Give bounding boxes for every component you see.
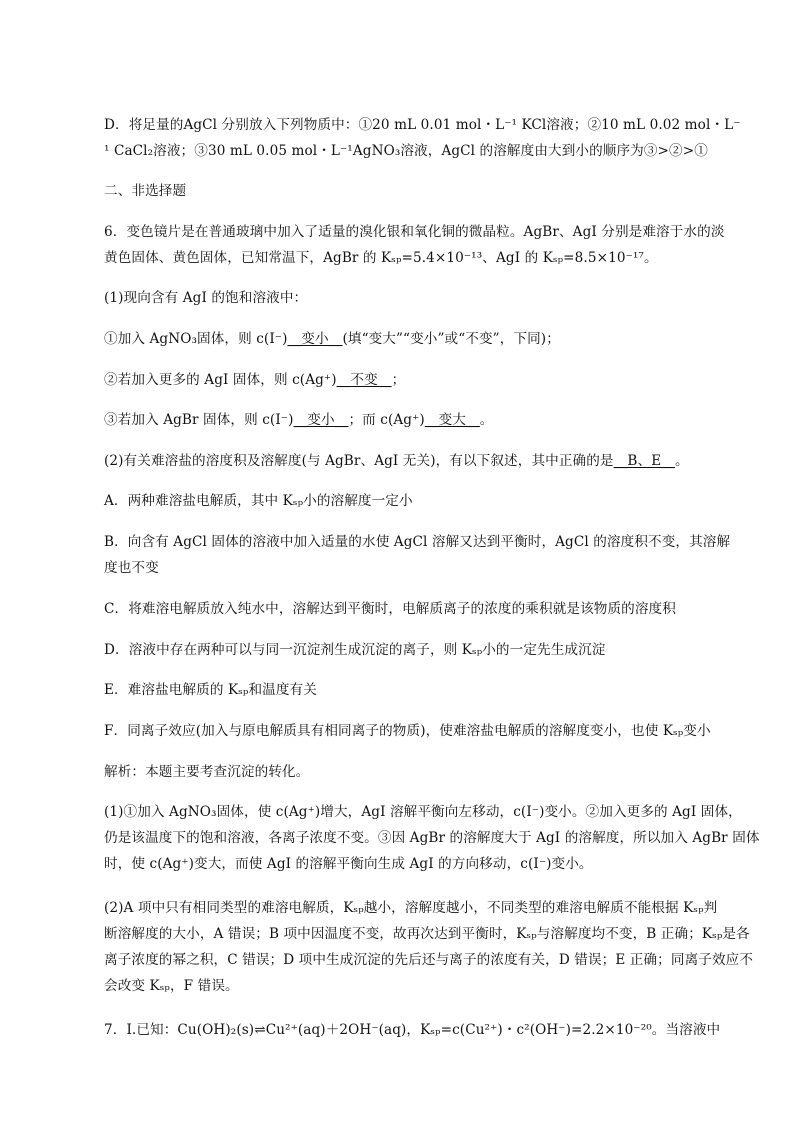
analysis-part1-line-3: 时，使 c(Ag⁺)变大，而使 AgI 的溶解平衡向生成 AgI 的方向移动，c(I⁻)变小。 — [104, 856, 593, 872]
item-text: (填“变大”“变小”或“不变”，下同)； — [342, 331, 560, 347]
option-d-line-2: ¹ CaCl₂溶液；③30 mL 0.05 mol・L⁻¹AgNO₃溶液，AgCl 的溶解度由大到小的顺序为③>②>① — [104, 143, 708, 159]
analysis-part1-line-1: (1)①加入 AgNO₃固体，使 c(Ag⁺)增大，AgI 溶解平衡向左移动，c(I⁻)变小。②加入更多的 AgI 固体， — [104, 804, 742, 820]
option-f: F．同离子效应(加入与原电解质具有相同离子的物质)，使难溶盐电解质的溶解度变小，也使 Kₛₚ变小 — [104, 723, 711, 739]
option-b-line-1: B．向含有 AgCl 固体的溶液中加入适量的水使 AgCl 溶解又达到平衡时，AgCl 的溶度积不变，其溶解 — [104, 534, 731, 550]
item-text: ； — [391, 372, 406, 388]
answer-blank: __变大__ — [424, 412, 480, 428]
item-text: ①加入 AgNO₃固体，则 c(I⁻) — [104, 331, 288, 347]
q6-part2-stem — [104, 450, 720, 472]
q6-part1-item2 — [104, 369, 720, 391]
answer-blank: __不变__ — [336, 372, 392, 388]
answer-blank: __变小__ — [287, 331, 343, 347]
q6-part1-intro: (1)现向含有 AgI 的饱和溶液中： — [104, 290, 308, 306]
answer-blank: __变小__ — [293, 412, 349, 428]
answer-blank: __B、E__ — [613, 453, 676, 469]
item-text: (2)有关难溶盐的溶度积及溶解度(与 AgBr、AgI 无关)，有以下叙述，其中正确的是 — [104, 453, 614, 469]
analysis-title: 解析：本题主要考查沉淀的转化。 — [104, 764, 310, 780]
option-c: C．将难溶电解质放入纯水中，溶解达到平衡时，电解质离子的浓度的乘积就是该物质的溶度积 — [104, 601, 676, 617]
q6-stem-line-2: 黄色固体、黄色固体，已知常温下，AgBr 的 Kₛₚ=5.4×10⁻¹³、AgI 的 Kₛₚ=8.5×10⁻¹⁷。 — [104, 250, 658, 266]
section-title: 二、非选择题 — [104, 183, 187, 199]
option-b-line-2: 度也不变 — [104, 560, 159, 576]
option-a: A．两种难溶盐电解质，其中 Kₛₚ小的溶解度一定小 — [104, 493, 413, 509]
analysis-part2-line-3: 离子浓度的幂之积，C 错误；D 项中生成沉淀的先后还与离子的浓度有关，D 错误；E 正确；同离子效应不 — [104, 952, 754, 968]
option-e: E．难溶盐电解质的 Kₛₚ和温度有关 — [104, 682, 317, 698]
q6-part1-item3 — [104, 409, 720, 431]
q7-stem: 7．Ⅰ.已知：Cu(OH)₂(s)⇌Cu²⁺(aq)＋2OH⁻(aq)，Kₛₚ=c(Cu²⁺)・c²(OH⁻)=2.2×10⁻²⁰。当溶液中 — [104, 1022, 721, 1038]
analysis-part2-line-2: 断溶解度的大小，A 错误；B 项中因温度不变，故再次达到平衡时，Kₛₚ与溶解度均不变，B 正确；Kₛₚ是各 — [104, 926, 750, 942]
option-d: D．溶液中存在两种可以与同一沉淀剂生成沉淀的离子，则 Kₛₚ小的一定先生成沉淀 — [104, 642, 606, 658]
option-d-line-1: D．将足量的AgCl 分别放入下列物质中：①20 mL 0.01 mol・L⁻¹ KCl溶液；②10 mL 0.02 mol・L⁻ — [104, 117, 741, 133]
item-text: ②若加入更多的 AgI 固体，则 c(Ag⁺) — [104, 372, 337, 388]
analysis-part1-line-2: 仍是该温度下的饱和溶液，各离子浓度不变。③因 AgBr 的溶解度大于 AgI 的溶解度，所以加入 AgBr 固体 — [104, 830, 760, 846]
q6-stem-line-1: 6．变色镜片是在普通玻璃中加入了适量的溴化银和氧化铜的微晶粒。AgBr、AgI 分别是难溶于水的淡 — [104, 224, 725, 240]
item-text: ；而 c(Ag⁺) — [348, 412, 425, 428]
analysis-part2-line-1: (2)A 项中只有相同类型的难溶电解质，Kₛₚ越小，溶解度越小，不同类型的难溶电解质不能根据 Kₛₚ判 — [104, 900, 718, 916]
analysis-part2-line-4: 会改变 Kₛₚ，F 错误。 — [104, 978, 239, 994]
item-text: 。 — [675, 453, 689, 469]
item-text: ③若加入 AgBr 固体，则 c(I⁻) — [104, 412, 294, 428]
item-text: 。 — [479, 412, 494, 428]
q6-part1-item1 — [104, 328, 720, 350]
